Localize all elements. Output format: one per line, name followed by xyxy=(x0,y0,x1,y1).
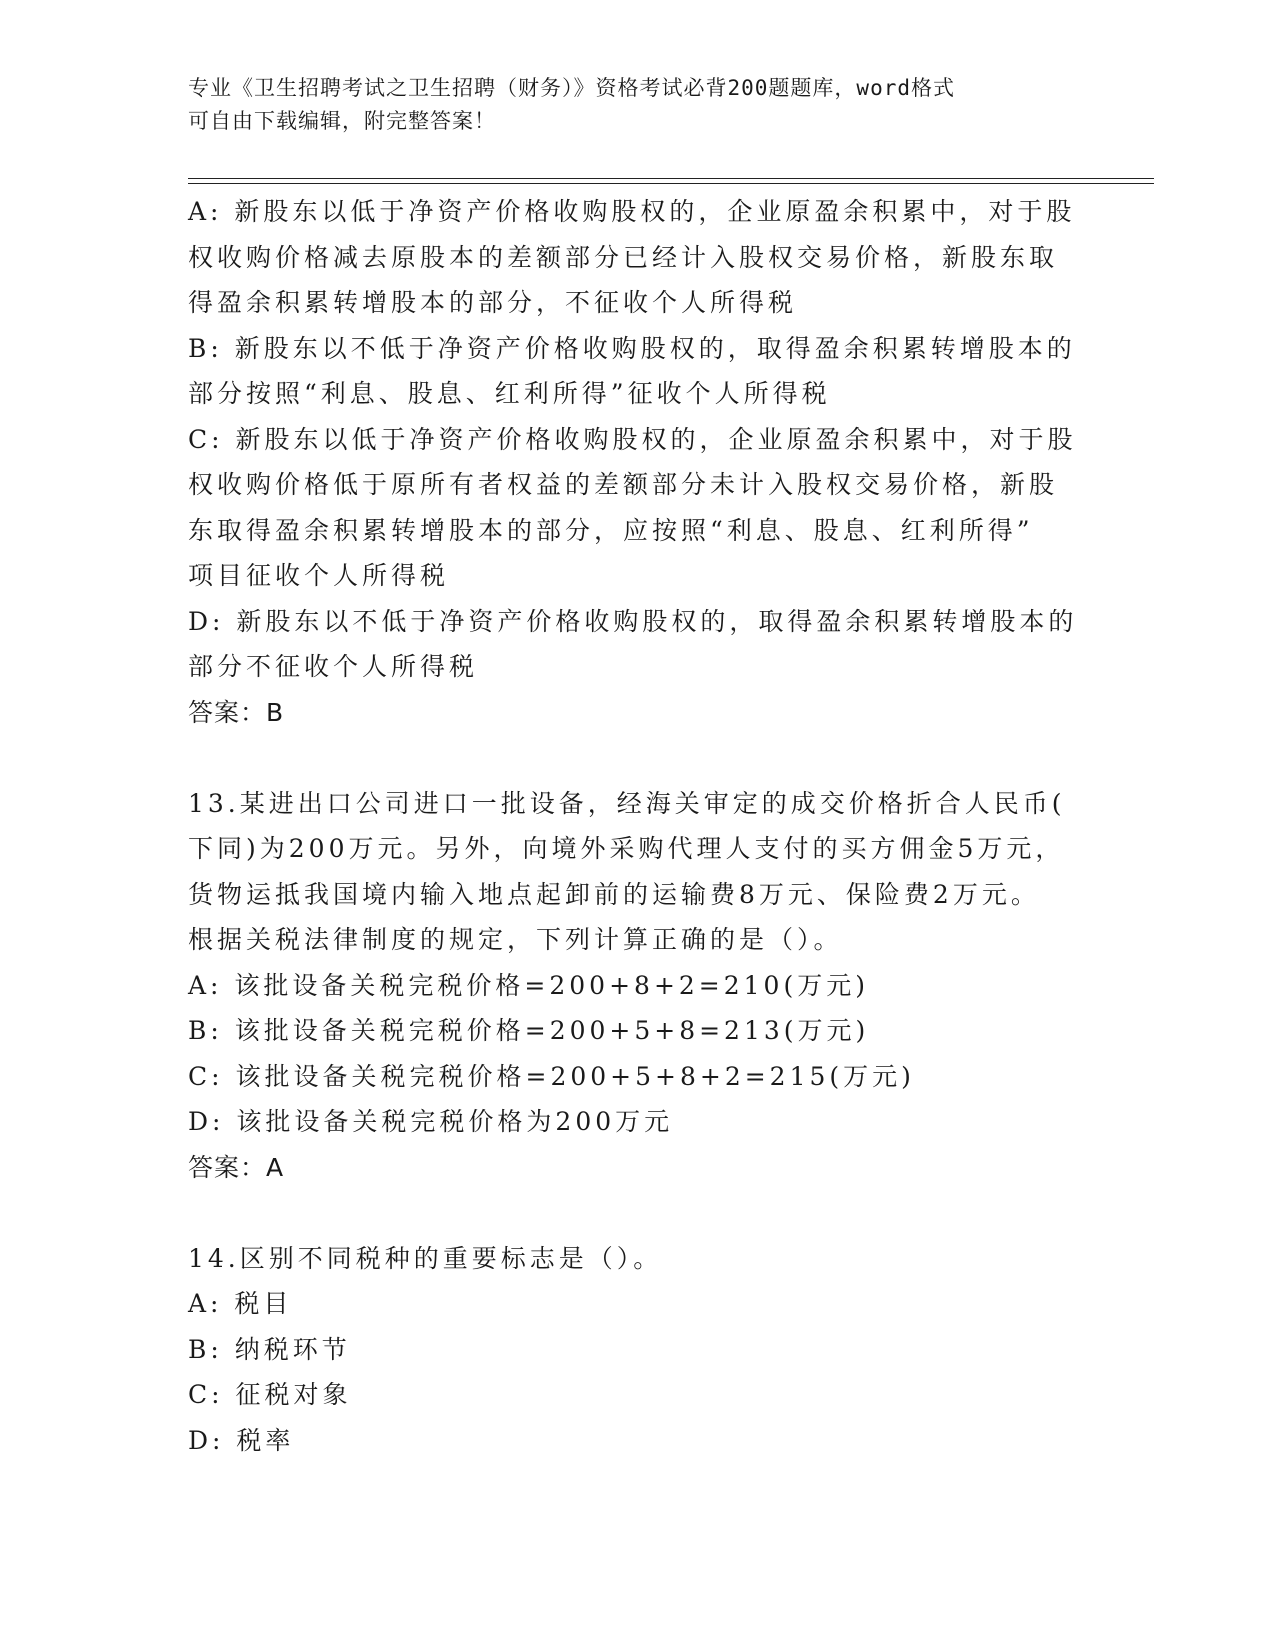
q13-option-d: D: 该批设备关税完税价格为200万元 xyxy=(188,1107,674,1136)
q12-option-d: D: 新股东以不低于净资产价格收购股权的，取得盈余积累转增股本的 部分不征收个人所得税 xyxy=(188,606,1078,681)
q12-option-b: B: 新股东以不低于净资产价格收购股权的，取得盈余积累转增股本的 部分按照“利息、股息、红利所得”征收个人所得税 xyxy=(188,333,1076,408)
header-line-1: 专业《卫生招聘考试之卫生招聘（财务）》资格考试必背200题题库，word格式 xyxy=(188,76,955,100)
document-body xyxy=(188,189,1088,1463)
q13-answer: 答案：A xyxy=(188,1152,285,1182)
header-rule-bottom xyxy=(188,183,1154,184)
q14-option-b: B: 纳税环节 xyxy=(188,1334,351,1364)
q13-option-a: A: 该批设备关税完税价格=200+8+2=210(万元) xyxy=(188,970,869,1000)
header-rule-top xyxy=(188,178,1154,179)
q12-option-a: A: 新股东以低于净资产价格收购股权的，企业原盈余积累中，对于股 权收购价格减去原股本的差额部分已经计入股权交易价格，新股东取 得盈余积累转增股本的部分，不征收个人所得税 xyxy=(188,197,1076,317)
q13-stem: 13.某进出口公司进口一批设备，经海关审定的成交价格折合人民币( 下同)为200万元。另外，向境外采购代理人支付的买方佣金5万元， 货物运抵我国境内输入地点起卸前的运输费8万元、保险费2万元。 根据关税法律制度的规定，下列计算正确的是（）。 xyxy=(188,788,1066,954)
header-line-2: 可自由下载编辑，附完整答案！ xyxy=(188,109,496,133)
q12-option-c: C: 新股东以低于净资产价格收购股权的，企业原盈余积累中，对于股 权收购价格低于原所有者权益的差额部分未计入股权交易价格，新股 东取得盈余积累转增股本的部分，应按照“利息、股息、红利所得” 项目征收个人所得税 xyxy=(188,424,1077,590)
q14-stem: 14.区别不同税种的重要标志是（）。 xyxy=(188,1243,663,1273)
q14-option-c: C: 征税对象 xyxy=(188,1380,352,1409)
spacer xyxy=(188,1190,1088,1236)
q13-option-c: C: 该批设备关税完税价格=200+5+8+2=215(万元) xyxy=(188,1061,915,1091)
spacer xyxy=(188,735,1088,781)
q14-option-d: D: 税率 xyxy=(188,1425,295,1455)
q12-answer: 答案：B xyxy=(188,697,285,727)
q14-option-a: A: 税目 xyxy=(188,1289,293,1318)
document-header xyxy=(188,72,1088,138)
q13-option-b: B: 该批设备关税完税价格=200+5+8=213(万元) xyxy=(188,1016,870,1045)
